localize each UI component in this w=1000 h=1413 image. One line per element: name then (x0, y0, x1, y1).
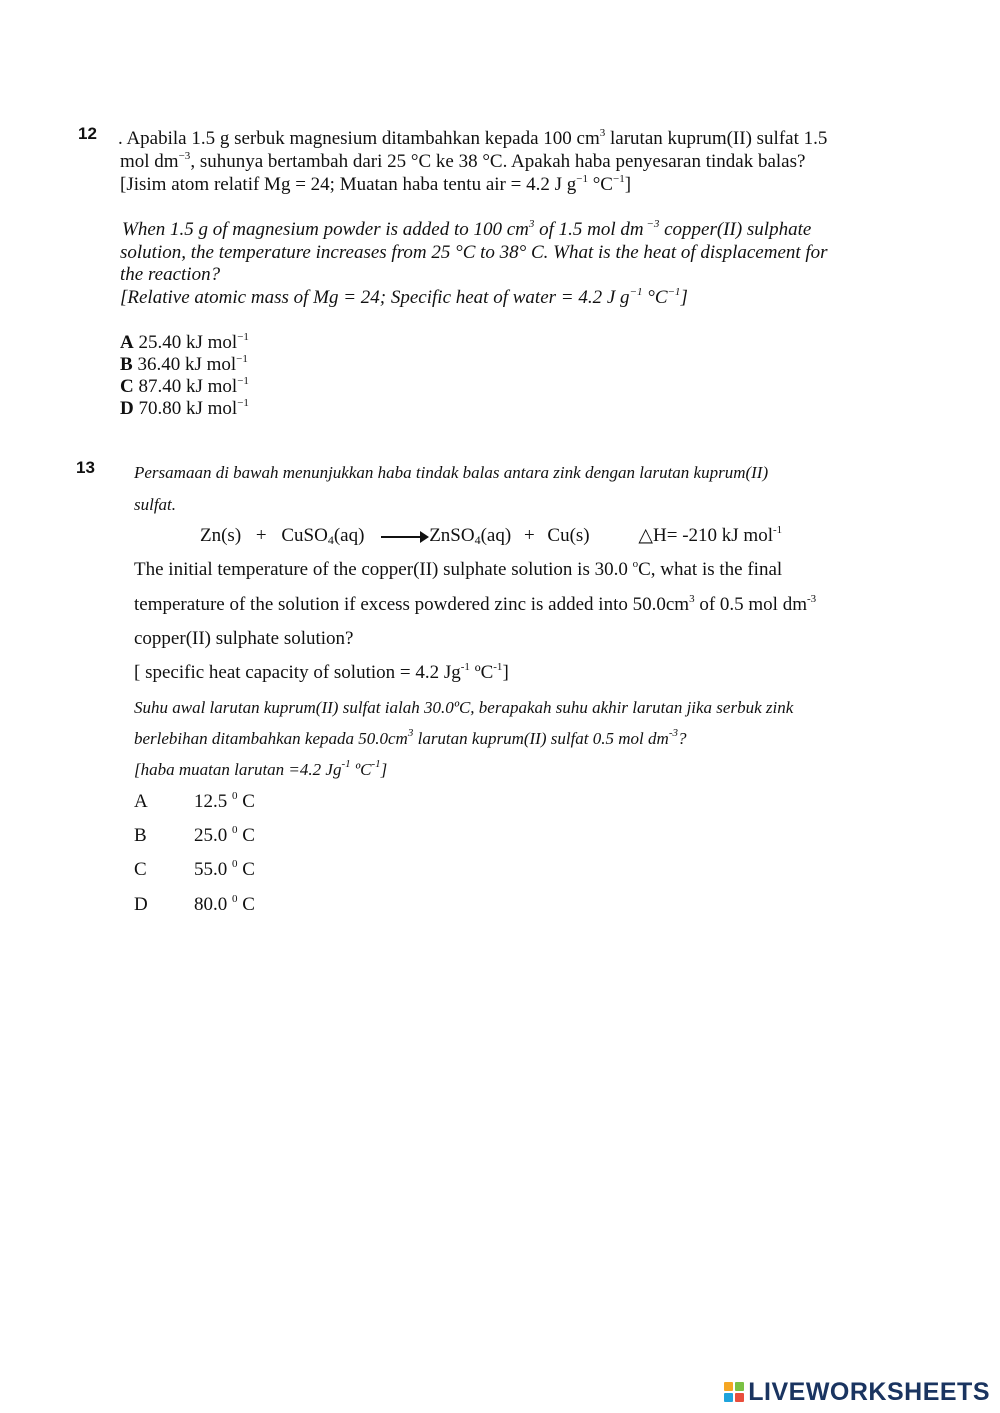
q13-english-line-1: The initial temperature of the copper(II) sulphate solution is 30.0 $^o$C, what is the final (134, 558, 783, 580)
q12-malay-line-3: [Jisim atom relatif Mg = 24; Muatan haba tentu air = 4.2 J $g^{-1}$ $^\circ C^{-1}$] (120, 173, 632, 195)
liveworksheets-grid-icon (724, 1382, 744, 1402)
q12-option-a[interactable]: A 25.40 kJ mol$^{-1}$ (120, 331, 249, 353)
q13-option-a[interactable]: A 12.5 $^0$ C (134, 790, 255, 812)
liveworksheets-wordmark: LIVEWORKSHEETS (748, 1377, 990, 1406)
q12-english-line-4: [Relative atomic mass of Mg = 24; Specific heat of water = 4.2 J $g^{-1}$ $^\circ C^{-1}$] (120, 286, 688, 308)
q12-malay-line-1: . Apabila 1.5 g serbuk magnesium ditambahkan kepada 100 $cm^3$ larutan kuprum(II) sulfat 1.5 (118, 127, 828, 149)
q13-malay-intro-line-2: sulfat. (134, 495, 177, 514)
q13-malay-intro-line-1: Persamaan di bawah menunjukkan haba tindak balas antara zink dengan larutan kuprum(II) (134, 463, 769, 482)
reaction-arrow-icon (381, 536, 427, 538)
q12-option-c[interactable]: C 87.40 kJ mol$^{-1}$ (120, 375, 249, 397)
q12-option-d[interactable]: D 70.80 kJ mol$^{-1}$ (120, 397, 249, 419)
q12-english-line-1: When 1.5 g of magnesium powder is added to 100 $cm^3$ of 1.5 mol dm $^{-3}$ copper(II) sulphate (122, 218, 812, 240)
q12-english-line-2: solution, the temperature increases from 25 °C to 38° C. What is the heat of displacement for (120, 242, 828, 263)
question-12-number: 12 (78, 124, 97, 143)
q13-malay-line-3: [haba muatan larutan =4.2 $Jg^{-1}$ ºC$^{-1}$] (134, 758, 388, 779)
q13-english-line-3: copper(II) sulphate solution? (134, 628, 354, 649)
q12-option-b[interactable]: B 36.40 kJ mol$^{-1}$ (120, 353, 248, 375)
liveworksheets-logo (724, 1379, 990, 1405)
q13-option-c[interactable]: C 55.0 $^0$ C (134, 858, 255, 880)
q13-option-b[interactable]: B 25.0 $^0$ C (134, 824, 255, 846)
question-13-number: 13 (76, 458, 95, 477)
q13-english-line-2: temperature of the solution if excess powdered zinc is added into $50.0cm^3$ of 0.5 mol $dm^{-3}$ (134, 593, 817, 615)
q13-malay-line-1: Suhu awal larutan kuprum(II) sulfat ialah 30.0ºC, berapakah suhu akhir larutan jika serbuk zink (134, 698, 794, 717)
q13-english-line-4: [ specific heat capacity of solution = 4.2 $Jg^{-1}$ ºC$^{-1}$] (134, 661, 509, 683)
q12-malay-line-2: mol $dm^{-3}$, suhunya bertambah dari 25 °C ke 38 °C. Apakah haba penyesaran tindak balas? (120, 150, 806, 172)
q13-equation: Zn(s) + CuSO$_4$(aq) ZnSO$_4$(aq) + Cu(s) △H= -210 kJ mol$^{-1}$ (200, 524, 783, 547)
q12-english-line-3: the reaction? (120, 264, 221, 285)
delta-triangle-icon: △ (638, 525, 654, 546)
q13-option-d[interactable]: D 80.0 $^0$ C (134, 893, 255, 915)
q13-malay-line-2: berlebihan ditambahkan kepada $50.0cm^3$ larutan kuprum(II) sulfat 0.5 mol $dm^{-3}$? (134, 727, 687, 748)
